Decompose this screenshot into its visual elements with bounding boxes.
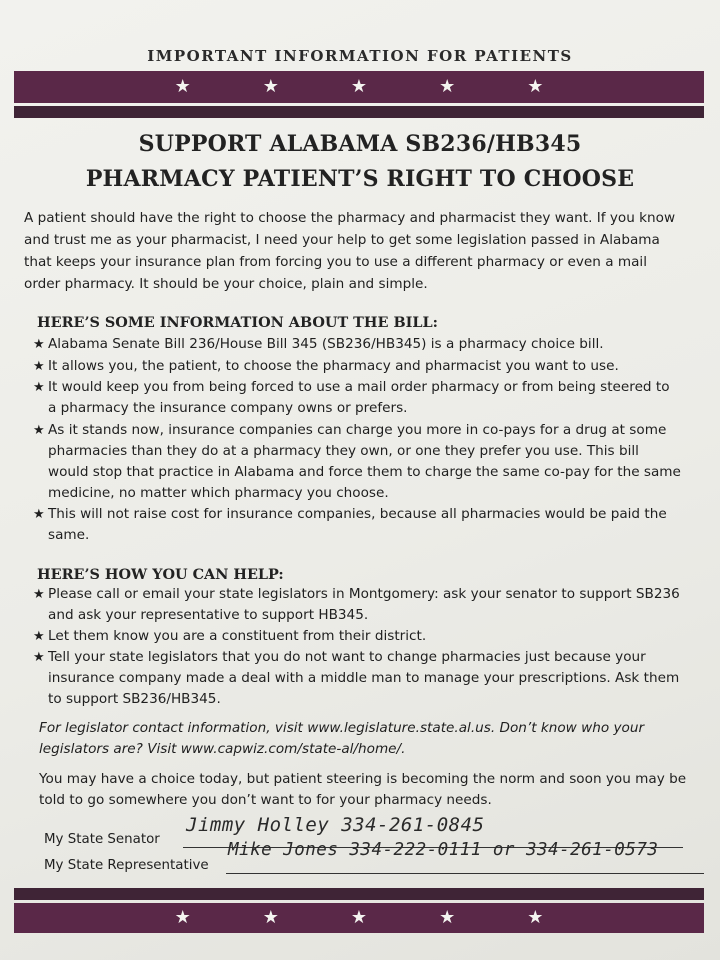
bottom-star-band [14, 903, 704, 933]
star-bullet-icon: ★ [33, 337, 45, 352]
bullet-line: Alabama Senate Bill 236/House Bill 345 (SB236/HB345) is a pharmacy choice bill. [48, 336, 604, 352]
senator-label: My State Senator [44, 832, 160, 847]
bullet-line: would stop that practice in Alabama and force them to charge the same co-pay for the same [48, 464, 681, 480]
star-icon: ★ [174, 76, 191, 97]
header-kicker: IMPORTANT INFORMATION FOR PATIENTS [147, 47, 573, 65]
bullet-line: Please call or email your state legislators in Montgomery: ask your senator to support SB236 [48, 586, 680, 602]
help-bullet [33, 647, 718, 710]
bullet-line: a pharmacy the insurance company owns or prefers. [48, 400, 408, 416]
intro-line-4: order pharmacy. It should be your choice, plain and simple. [24, 276, 428, 292]
bullet-line: This will not raise cost for insurance companies, because all pharmacies would be paid the [48, 506, 667, 522]
contact-line-2: legislators are? Visit www.capwiz.com/state-al/home/. [39, 741, 406, 757]
help-bullet [33, 584, 718, 626]
bill-bullet [33, 334, 718, 355]
bill-bullet [33, 356, 718, 377]
rep-handwritten: Mike Jones 334-222-0111 or 334-261-0573 [228, 840, 659, 860]
star-icon: ★ [350, 76, 368, 97]
star-icon: ★ [262, 76, 279, 97]
star-bullet-icon: ★ [33, 359, 45, 374]
top-thin-band [14, 106, 704, 118]
bill-bullet [33, 420, 718, 504]
bullet-line: It would keep you from being forced to use a mail order pharmacy or from being steered to [48, 379, 670, 395]
bullet-line: to support SB236/HB345. [48, 691, 221, 707]
star-icon: ★ [174, 907, 191, 928]
star-icon: ★ [350, 907, 368, 928]
bill-bullet [33, 504, 718, 546]
star-icon: ★ [439, 907, 456, 928]
intro-line-3: that keeps your insurance plan from forcing you to use a different pharmacy or even a mail [24, 254, 647, 270]
bill-bullet [33, 377, 718, 419]
bullet-line: and ask your representative to support HB345. [48, 607, 369, 623]
star-bullet-icon: ★ [33, 423, 45, 438]
top-star-band [14, 71, 704, 103]
star-bullet-icon: ★ [33, 587, 45, 602]
star-bullet-icon: ★ [33, 507, 45, 522]
title-line-1: SUPPORT ALABAMA SB236/HB345 [138, 131, 582, 157]
bullet-line: As it stands now, insurance companies can charge you more in co-pays for a drug at some [48, 422, 667, 438]
contact-line-1: For legislator contact information, visit www.legislature.state.al.us. Don’t know who your [39, 720, 645, 736]
star-icon: ★ [527, 907, 544, 928]
star-icon: ★ [439, 76, 456, 97]
help-bullet [33, 626, 718, 647]
bill-heading: HERE’S SOME INFORMATION ABOUT THE BILL: [37, 314, 438, 331]
bullet-line: medicine, no matter which pharmacy you choose. [48, 485, 389, 501]
closing-line-1: You may have a choice today, but patient steering is becoming the norm and soon you may be [39, 771, 687, 787]
star-bullet-icon: ★ [33, 650, 45, 665]
rep-label: My State Representative [44, 858, 209, 873]
star-bullet-icon: ★ [33, 629, 45, 644]
bottom-star-row [175, 909, 544, 927]
senator-handwritten: Jimmy Holley 334-261-0845 [186, 814, 485, 836]
star-icon: ★ [262, 907, 279, 928]
bullet-line: Tell your state legislators that you do not want to change pharmacies just because your [48, 649, 646, 665]
intro-line-1: A patient should have the right to choose the pharmacy and pharmacist they want. If you know [24, 210, 676, 226]
bullet-line: same. [48, 527, 90, 543]
bottom-thin-band [14, 888, 704, 900]
closing-line-2: told to go somewhere you don’t want to for your pharmacy needs. [39, 792, 492, 808]
help-heading: HERE’S HOW YOU CAN HELP: [37, 566, 284, 583]
bullet-line: It allows you, the patient, to choose the pharmacy and pharmacist you want to use. [48, 358, 619, 374]
star-icon: ★ [527, 76, 544, 97]
bullet-line: Let them know you are a constituent from their district. [48, 628, 427, 644]
intro-line-2: and trust me as your pharmacist, I need your help to get some legislation passed in Alabama [24, 232, 660, 248]
title-line-2: PHARMACY PATIENT’S RIGHT TO CHOOSE [85, 166, 635, 192]
star-bullet-icon: ★ [33, 380, 45, 395]
bullet-line: pharmacies than they do at a pharmacy they own, or one they prefer you use. This bill [48, 443, 639, 459]
rep-line [226, 873, 704, 874]
bullet-line: insurance company made a deal with a middle man to manage your prescriptions. Ask them [48, 670, 680, 686]
top-star-row [175, 78, 544, 96]
